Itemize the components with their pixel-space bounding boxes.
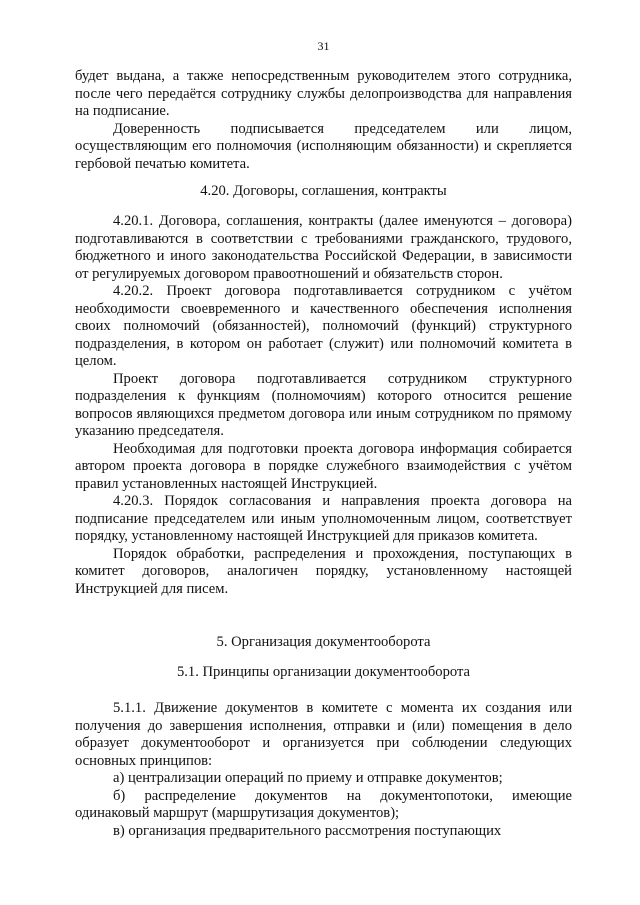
- paragraph-4-20-3: 4.20.3. Порядок согласования и направления проекта договора на подписание председателем или иным уполномоченным лицом, соответствует порядку, установленному настоящей Инструкцией для приказов комитета.: [75, 493, 572, 544]
- paragraph-4-20-1: 4.20.1. Договора, соглашения, контракты (далее именуются – договора) подготавливаются в соответствии с требованиями гражданского, трудового, бюджетного и иного законодательства Российской Федерации, в зависимости от регулируемых договором правоотношений и обязательств сторон.: [75, 213, 572, 282]
- section-heading-4-20: 4.20. Договоры, соглашения, контракты: [200, 183, 447, 199]
- list-item-v: в) организация предварительного рассмотрения поступающих: [113, 822, 502, 839]
- section-heading-5-1: 5.1. Принципы организации документооборота: [176, 664, 471, 680]
- section-4-20-heading-wrap: [75, 183, 572, 201]
- section-4-20-body: [75, 213, 572, 598]
- paragraph-4-20-2: 4.20.2. Проект договора подготавливается сотрудником с учётом необходимости своевременного и качественного обеспечения исполнения своих полномочий (обязанностей), полномочий (функций) структурного подразделения, в котором он работает (служит) или полномочий комитета в целом.: [75, 283, 572, 369]
- paragraph-5-1-1: 5.1.1. Движение документов в комитете с момента их создания или получения до завершения исполнения, отправки и (или) помещения в дело образует документооборот и организуется при соблюдении следующих основных принципов:: [75, 700, 572, 769]
- paragraph-continuation: будет выдана, а также непосредственным руководителем этого сотрудника, после чего передаётся сотруднику службы делопроизводства для направления на подписание.: [75, 68, 572, 119]
- paragraph-required-info: Необходимая для подготовки проекта договора информация собирается автором проекта договора в порядке служебного взаимодействия с учётом правил установленных настоящей Инструкцией.: [75, 440, 572, 492]
- list-item-b: б) распределение документов на документопотоки, имеющие одинаковый маршрут (маршрутизация документов);: [75, 787, 572, 821]
- section-5-1-body: [75, 700, 572, 840]
- section-5-heading-wrap: [75, 634, 572, 652]
- list-item-a: а) централизации операций по приему и отправке документов;: [113, 770, 503, 786]
- paragraph-processing-order: Порядок обработки, распределения и прохождения, поступающих в комитет договоров, аналогичен порядку, установленному настоящей Инструкцией для писем.: [75, 545, 572, 597]
- paragraph-draft-contract: Проект договора подготавливается сотрудником структурного подразделения к функциям (полномочиям) которого относится решение вопросов являющихся предметом договора или иным сотрудником по прямому указанию председателя.: [75, 370, 572, 439]
- section-heading-5: 5. Организация документооборота: [216, 634, 431, 650]
- intro-section: [75, 68, 572, 173]
- paragraph-power-of-attorney: Доверенность подписывается председателем или лицом, осуществляющим его полномочия (исполняющим обязанности) и скрепляется гербовой печатью комитета.: [75, 120, 572, 172]
- page-number: 31: [317, 39, 330, 53]
- section-5-1-heading-wrap: [75, 664, 572, 682]
